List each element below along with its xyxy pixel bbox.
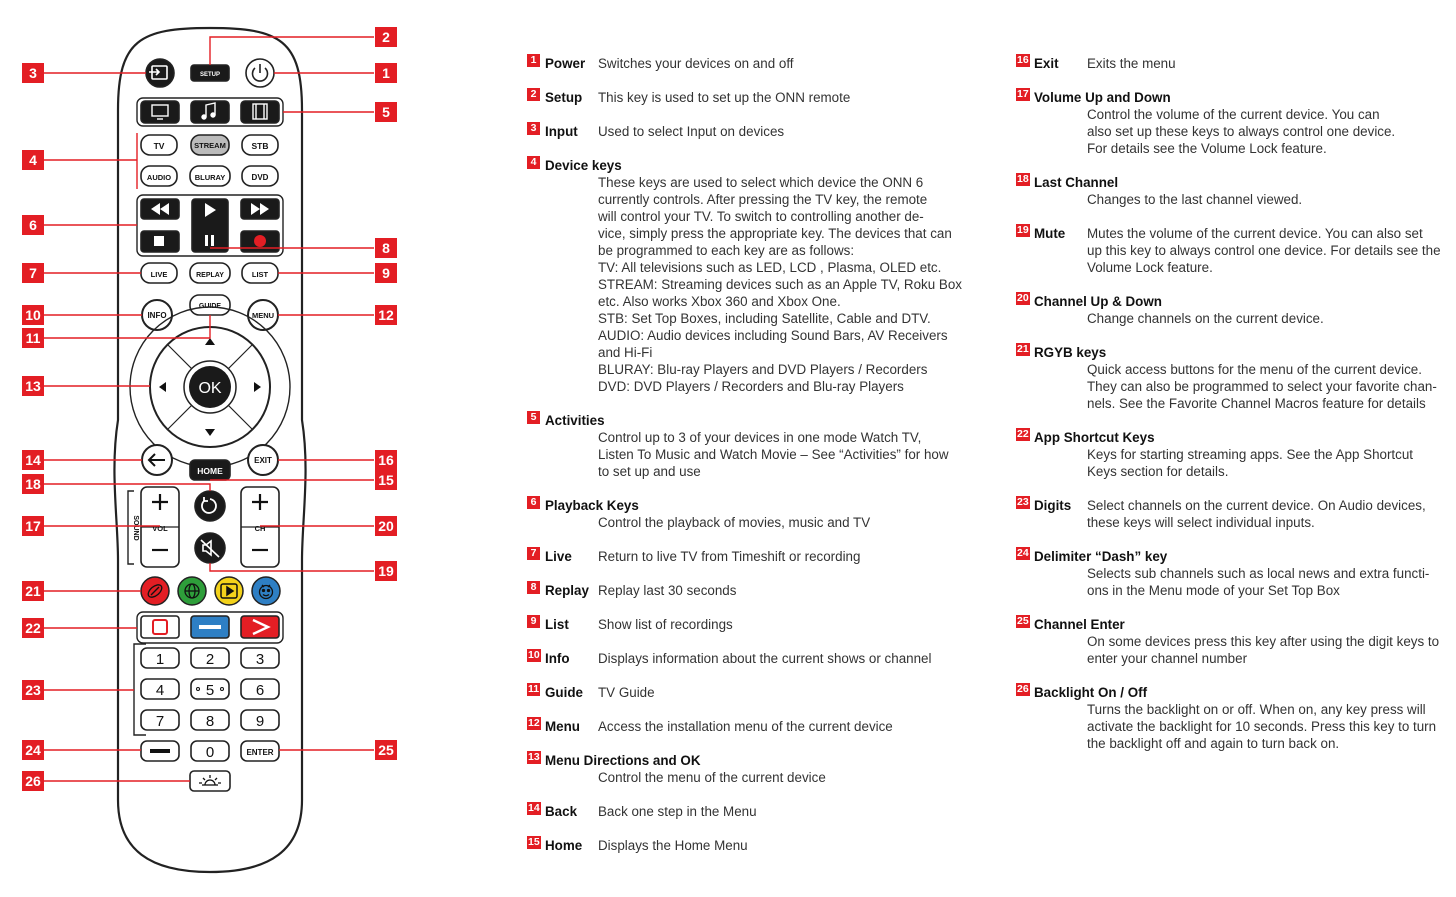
dash-bar-icon [199, 625, 221, 629]
callout-13 [22, 376, 44, 396]
entry-title: Live [545, 549, 572, 564]
entry-description: Replay last 30 seconds [598, 583, 737, 598]
svg-text:3: 3 [29, 65, 37, 81]
svg-text:19: 19 [378, 563, 394, 579]
callout-2 [375, 27, 397, 47]
callout-21 [22, 581, 44, 601]
setup-button[interactable] [191, 65, 229, 81]
menu-label: MENU [251, 311, 275, 320]
digit-9-button[interactable] [241, 710, 279, 730]
entry-description: Switches your devices on and off [598, 56, 794, 71]
callout-9 [375, 263, 397, 283]
entry-description: Used to select Input on devices [598, 124, 785, 139]
callout-5 [375, 102, 397, 122]
entry-description: Displays information about the current shows or channel [598, 651, 932, 666]
exit-button[interactable] [248, 445, 278, 475]
svg-text:11: 11 [25, 330, 41, 346]
ok-button[interactable] [184, 361, 236, 413]
live-button[interactable] [141, 263, 177, 283]
entry-description: These keys are used to select which device the ONN 6 currently controls. After pressing the TV key, the remote will control your TV. To switch to controlling another de- vice, simply press the appropriate key. The devices that can be programmed to each key are as follows: TV: All televisions such as LED, LCD , Plasma, OLED etc. STREAM: Streaming devices such as an Apple TV, Roku Box etc. Also works Xbox 360 and Xbox One. STB: Set Top Boxes, including Satellite, Cable and DTV. AUDIO: Audio devices including Sound Bars, AV Receivers and Hi-Fi BLURAY: Blu-ray Players and DVD Players / Recorders DVD: DVD Players / Recorders and Blu-ray Players [598, 175, 962, 394]
digit-6-label: 6 [255, 682, 265, 699]
entry-title: Device keys [545, 158, 622, 173]
entry-description: Exits the menu [1087, 56, 1176, 71]
entry-number: 10 [528, 649, 540, 661]
callout-25 [375, 740, 397, 760]
svg-text:15: 15 [378, 472, 394, 488]
entry-description: Back one step in the Menu [598, 804, 757, 819]
callout-11 [22, 328, 44, 348]
svg-text:20: 20 [378, 518, 394, 534]
entry-title: Last Channel [1034, 175, 1119, 190]
entry-description: Control the volume of the current device. You can also set up these keys to always control one device. For details see the Volume Lock feature. [1087, 107, 1396, 156]
entry-description: Change channels on the current device. [1087, 311, 1324, 326]
callout-18 [22, 474, 44, 494]
live-label: LIVE [150, 270, 168, 279]
entry-title: Playback Keys [545, 498, 639, 513]
entry-description: Changes to the last channel viewed. [1087, 192, 1303, 207]
digit-7-button[interactable] [141, 710, 179, 730]
callout-1 [375, 63, 397, 83]
entry-number: 26 [1017, 683, 1029, 695]
ok-label: OK [198, 380, 222, 397]
back-button[interactable] [142, 445, 172, 475]
backlight-button[interactable] [190, 771, 230, 791]
info-button[interactable] [142, 300, 172, 330]
rewind-button[interactable] [141, 199, 179, 219]
dash-icon [150, 749, 170, 753]
entry-description: Selects sub channels such as local news and extra functi- ons in the Menu mode of your Set Top Box [1087, 566, 1430, 598]
callout-4 [22, 150, 44, 170]
enter-button[interactable] [241, 741, 279, 761]
entry-number: 8 [527, 581, 540, 594]
svg-text:13: 13 [25, 378, 41, 394]
tv-label: TV [153, 141, 165, 151]
watch-tv-button[interactable] [141, 101, 179, 123]
svg-text:12: 12 [378, 307, 394, 323]
bluray-label: BLURAY [194, 173, 226, 182]
entry-description: TV Guide [598, 685, 655, 700]
callout-17 [22, 516, 44, 536]
callout-8 [375, 238, 397, 258]
entry-title: Activities [545, 413, 605, 428]
input-button[interactable] [146, 59, 174, 87]
entry-title: Digits [1034, 498, 1072, 513]
entry-title: Delimiter “Dash” key [1034, 549, 1168, 564]
entry-title: Volume Up and Down [1034, 90, 1171, 105]
audio-label: AUDIO [146, 173, 172, 182]
svg-text:22: 22 [25, 620, 41, 636]
home-label: HOME [197, 466, 223, 476]
digit-0-button[interactable] [191, 741, 229, 761]
svg-text:2: 2 [382, 29, 390, 45]
svg-text:25: 25 [378, 742, 394, 758]
entry-title: Info [545, 651, 570, 666]
record-button[interactable] [241, 231, 279, 252]
callout-24 [22, 740, 44, 760]
entry-title: Back [545, 804, 578, 819]
digit-6-button[interactable] [241, 679, 279, 699]
entry-number: 24 [1017, 547, 1029, 559]
entry-title: Backlight On / Off [1034, 685, 1148, 700]
volume-rocker[interactable] [141, 487, 179, 567]
callout-22 [22, 618, 44, 638]
replay-button[interactable] [190, 263, 230, 283]
entry-title: Setup [545, 90, 583, 105]
callout-10 [22, 305, 44, 325]
entry-number: 16 [1017, 54, 1029, 66]
entry-number: 21 [1017, 343, 1029, 355]
entry-number: 1 [527, 54, 540, 67]
power-button[interactable] [246, 59, 274, 87]
entry-number: 12 [528, 717, 540, 729]
guide-button[interactable] [190, 295, 230, 315]
digit-1-button[interactable] [141, 648, 179, 668]
digit-9-label: 9 [255, 713, 265, 730]
guide-label: GUIDE [198, 303, 222, 310]
listen-music-button[interactable] [191, 101, 229, 123]
svg-text:1: 1 [382, 65, 390, 81]
stream-label: STREAM [194, 141, 226, 150]
entry-number: 2 [527, 88, 540, 101]
svg-text:7: 7 [29, 265, 37, 281]
entry-title: App Shortcut Keys [1034, 430, 1155, 445]
entry-number: 6 [527, 496, 540, 509]
entry-description: Control up to 3 of your devices in one mode Watch TV, Listen To Music and Watch Movie – See “Activities” for how to set up and use [598, 430, 949, 479]
svg-text:26: 26 [25, 773, 41, 789]
channel-rocker[interactable] [241, 487, 279, 567]
tv-device-button[interactable] [141, 135, 177, 155]
info-label: INFO [147, 311, 167, 320]
list-button[interactable] [242, 263, 278, 283]
home-button[interactable] [190, 460, 230, 480]
entry-description: Keys for starting streaming apps. See the App Shortcut Keys section for details. [1087, 447, 1414, 479]
red-key[interactable] [141, 577, 169, 605]
svg-text:10: 10 [25, 307, 41, 323]
svg-text:9: 9 [382, 265, 390, 281]
digit-2-button[interactable] [191, 648, 229, 668]
entry-title: Channel Up & Down [1034, 294, 1162, 309]
stb-device-button[interactable] [242, 135, 278, 155]
entry-number: 18 [1017, 173, 1029, 185]
green-key[interactable] [178, 577, 206, 605]
digit-3-label: 3 [255, 651, 265, 668]
entry-description: Return to live TV from Timeshift or recording [598, 549, 861, 564]
callout-6 [22, 215, 44, 235]
entry-title: Input [545, 124, 578, 139]
callout-3 [22, 63, 44, 83]
callout-26 [22, 771, 44, 791]
entry-description: On some devices press this key after using the digit keys to enter your channel number [1087, 634, 1440, 666]
callout-14 [22, 450, 44, 470]
entry-number: 13 [528, 751, 540, 763]
entry-description: This key is used to set up the ONN remote [598, 90, 851, 105]
vol-label: VOL [152, 524, 168, 533]
digit-1-label: 1 [155, 651, 165, 668]
stop-icon [154, 236, 164, 246]
digit-8-label: 8 [205, 713, 215, 730]
setup-label: SETUP [199, 72, 221, 78]
bluray-device-button[interactable] [190, 166, 230, 186]
yellow-key[interactable] [215, 577, 243, 605]
callout-23 [22, 680, 44, 700]
svg-text:18: 18 [25, 476, 41, 492]
entry-number: 25 [1017, 615, 1029, 627]
app-shortcut-3-button[interactable] [241, 616, 279, 638]
entry-number: 7 [527, 547, 540, 560]
entry-title: List [545, 617, 569, 632]
entry-description: Select channels on the current device. On Audio devices, these keys will select individual inputs. [1087, 498, 1426, 530]
entry-description: Quick access buttons for the menu of the current device. They can also be programmed to select your favorite chan- nels. See the Favorite Channel Macros feature for details [1087, 362, 1437, 411]
dvd-device-button[interactable] [242, 166, 278, 186]
entry-title: Mute [1034, 226, 1066, 241]
entry-description: Displays the Home Menu [598, 838, 748, 853]
callout-20 [375, 516, 397, 536]
callout-12 [375, 305, 397, 325]
enter-label: ENTER [246, 748, 274, 757]
mute-button[interactable] [195, 533, 225, 563]
digit-0-label: 0 [205, 744, 215, 761]
entry-description: Access the installation menu of the current device [598, 719, 893, 734]
entry-number: 23 [1017, 496, 1029, 508]
entry-title: Home [545, 838, 583, 853]
fast-forward-button[interactable] [241, 199, 279, 219]
svg-text:23: 23 [25, 682, 41, 698]
entry-description: Mutes the volume of the current device. You can also set up this key to always control one device. For details see the Volume Lock feature. [1087, 226, 1441, 275]
dash-button[interactable] [141, 741, 179, 761]
stop-button[interactable] [141, 231, 179, 252]
digit-4-label: 4 [155, 682, 165, 699]
entry-number: 22 [1017, 428, 1029, 440]
digit-5-button[interactable] [191, 679, 229, 699]
entry-description: Control the playback of movies, music and TV [598, 515, 871, 530]
app-shortcut-2-button[interactable] [191, 616, 229, 638]
record-icon [254, 235, 266, 247]
entry-description: Control the menu of the current device [598, 770, 826, 785]
entry-title: Menu [545, 719, 580, 734]
entry-number: 4 [527, 156, 540, 169]
dvd-label: DVD [251, 173, 269, 182]
callout-7 [22, 263, 44, 283]
menu-button[interactable] [248, 300, 278, 330]
entry-number: 9 [527, 615, 540, 628]
entry-number: 14 [528, 802, 540, 814]
callout-19 [375, 561, 397, 581]
callout-15 [375, 470, 397, 490]
sound-label: SOUND [132, 515, 139, 541]
svg-text:8: 8 [382, 240, 390, 256]
entry-number: 3 [527, 122, 540, 135]
svg-text:16: 16 [378, 452, 394, 468]
entry-title: Guide [545, 685, 583, 700]
svg-text:6: 6 [29, 217, 37, 233]
app-shortcut-1-button[interactable] [141, 616, 179, 638]
svg-text:4: 4 [29, 152, 37, 168]
entry-number: 15 [528, 836, 540, 848]
entry-number: 5 [527, 411, 540, 424]
entry-title: Replay [545, 583, 589, 598]
svg-text:17: 17 [25, 518, 41, 534]
svg-text:14: 14 [25, 452, 41, 468]
stream-device-button[interactable] [191, 135, 229, 155]
digit-7-label: 7 [155, 713, 165, 730]
entry-title: Menu Directions and OK [545, 753, 701, 768]
entry-number: 17 [1017, 88, 1029, 100]
entry-title: Channel Enter [1034, 617, 1125, 632]
entry-number: 20 [1017, 292, 1029, 304]
last-channel-button[interactable] [195, 491, 225, 521]
play-button[interactable] [192, 199, 228, 252]
digit-8-button[interactable] [191, 710, 229, 730]
digit-3-button[interactable] [241, 648, 279, 668]
entry-title: Power [545, 56, 586, 71]
entry-title: Exit [1034, 56, 1059, 71]
svg-text:24: 24 [25, 742, 41, 758]
entry-description: Turns the backlight on or off. When on, any key press will activate the backlight for 10 seconds. Press this key to turn the backlight off and again to turn back on. [1087, 702, 1437, 751]
exit-label: EXIT [254, 456, 272, 465]
audio-device-button[interactable] [141, 166, 177, 186]
entry-number: 19 [1017, 224, 1029, 236]
digit-2-label: 2 [205, 651, 215, 668]
digit-5-label: 5 [205, 682, 215, 699]
entry-description: Show list of recordings [598, 617, 733, 632]
callout-16 [375, 450, 397, 470]
replay-label: REPLAY [196, 272, 224, 279]
ch-label: CH [254, 524, 266, 533]
stb-label: STB [251, 141, 269, 151]
watch-movie-button[interactable] [241, 101, 279, 123]
list-label: LIST [251, 270, 269, 279]
svg-text:21: 21 [25, 583, 41, 599]
remote-illustration [0, 0, 420, 897]
svg-text:5: 5 [382, 104, 390, 120]
entry-title: RGYB keys [1034, 345, 1107, 360]
entry-number: 11 [528, 683, 540, 695]
digit-4-button[interactable] [141, 679, 179, 699]
blue-key[interactable] [252, 577, 280, 605]
